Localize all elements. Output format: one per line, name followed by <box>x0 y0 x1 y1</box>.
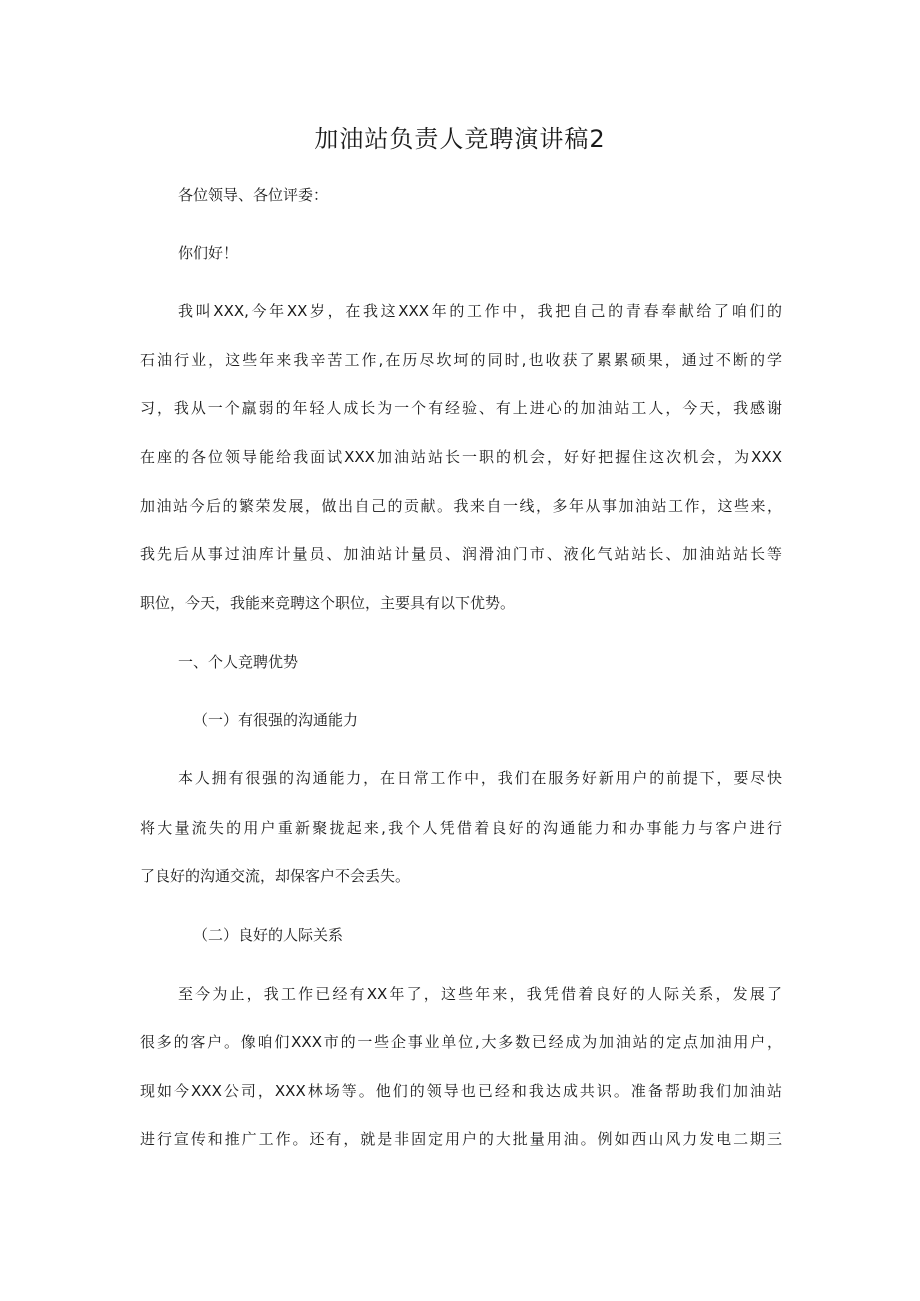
intro-line: 加油站今后的繁荣发展，做出自己的贡献。我来自一线，多年从事加油站工作，这些来， <box>140 497 782 515</box>
sub1-line: 了良好的沟通交流，却保客户不会丢失。 <box>140 867 411 885</box>
intro-line: 职位，今天，我能来竞聘这个职位，主要具有以下优势。 <box>140 594 516 612</box>
document-title: 加油站负责人竞聘演讲稿2 <box>314 125 606 153</box>
sub1-line: 将大量流失的用户重新聚拢起来,我个人凭借着良好的沟通能力和办事能力与客户进行 <box>140 819 782 837</box>
sub2-line: 至今为止，我工作已经有XX年了，这些年来，我凭借着良好的人际关系，发展了 <box>178 985 782 1003</box>
intro-line: 在座的各位领导能给我面试XXX加油站站长一职的机会，好好把握住这次机会，为XXX <box>140 448 782 466</box>
intro-line: 石油行业，这些年来我辛苦工作,在历尽坎坷的同时,也收获了累累硕果，通过不断的学 <box>140 351 782 369</box>
sub2-line: 现如今XXX公司，XXX林场等。他们的领导也已经和我达成共识。准备帮助我们加油站 <box>140 1082 782 1100</box>
section-heading: 一、个人竞聘优势 <box>178 653 299 671</box>
hello: 你们好！ <box>178 244 239 262</box>
subsection-heading: （一）有很强的沟通能力 <box>193 711 359 729</box>
sub2-line: 很多的客户。像咱们XXX市的一些企事业单位,大多数已经成为加油站的定点加油用户， <box>140 1033 782 1051</box>
intro-line: 我先后从事过油库计量员、加油站计量员、润滑油门市、液化气站站长、加油站站长等 <box>140 545 782 563</box>
intro-line: 习，我从一个羸弱的年轻人成长为一个有经验、有上进心的加油站工人，今天，我感谢 <box>140 399 782 417</box>
greeting: 各位领导、各位评委： <box>178 186 329 204</box>
sub2-line: 进行宣传和推广工作。还有，就是非固定用户的大批量用油。例如西山风力发电二期三 <box>140 1130 782 1148</box>
sub1-line: 本人拥有很强的沟通能力，在日常工作中，我们在服务好新用户的前提下，要尽快 <box>178 769 782 787</box>
subsection-heading: （二）良好的人际关系 <box>193 926 344 944</box>
intro-line: 我叫XXX,今年XX岁，在我这XXX年的工作中，我把自己的青春奉献给了咱们的 <box>178 302 782 320</box>
